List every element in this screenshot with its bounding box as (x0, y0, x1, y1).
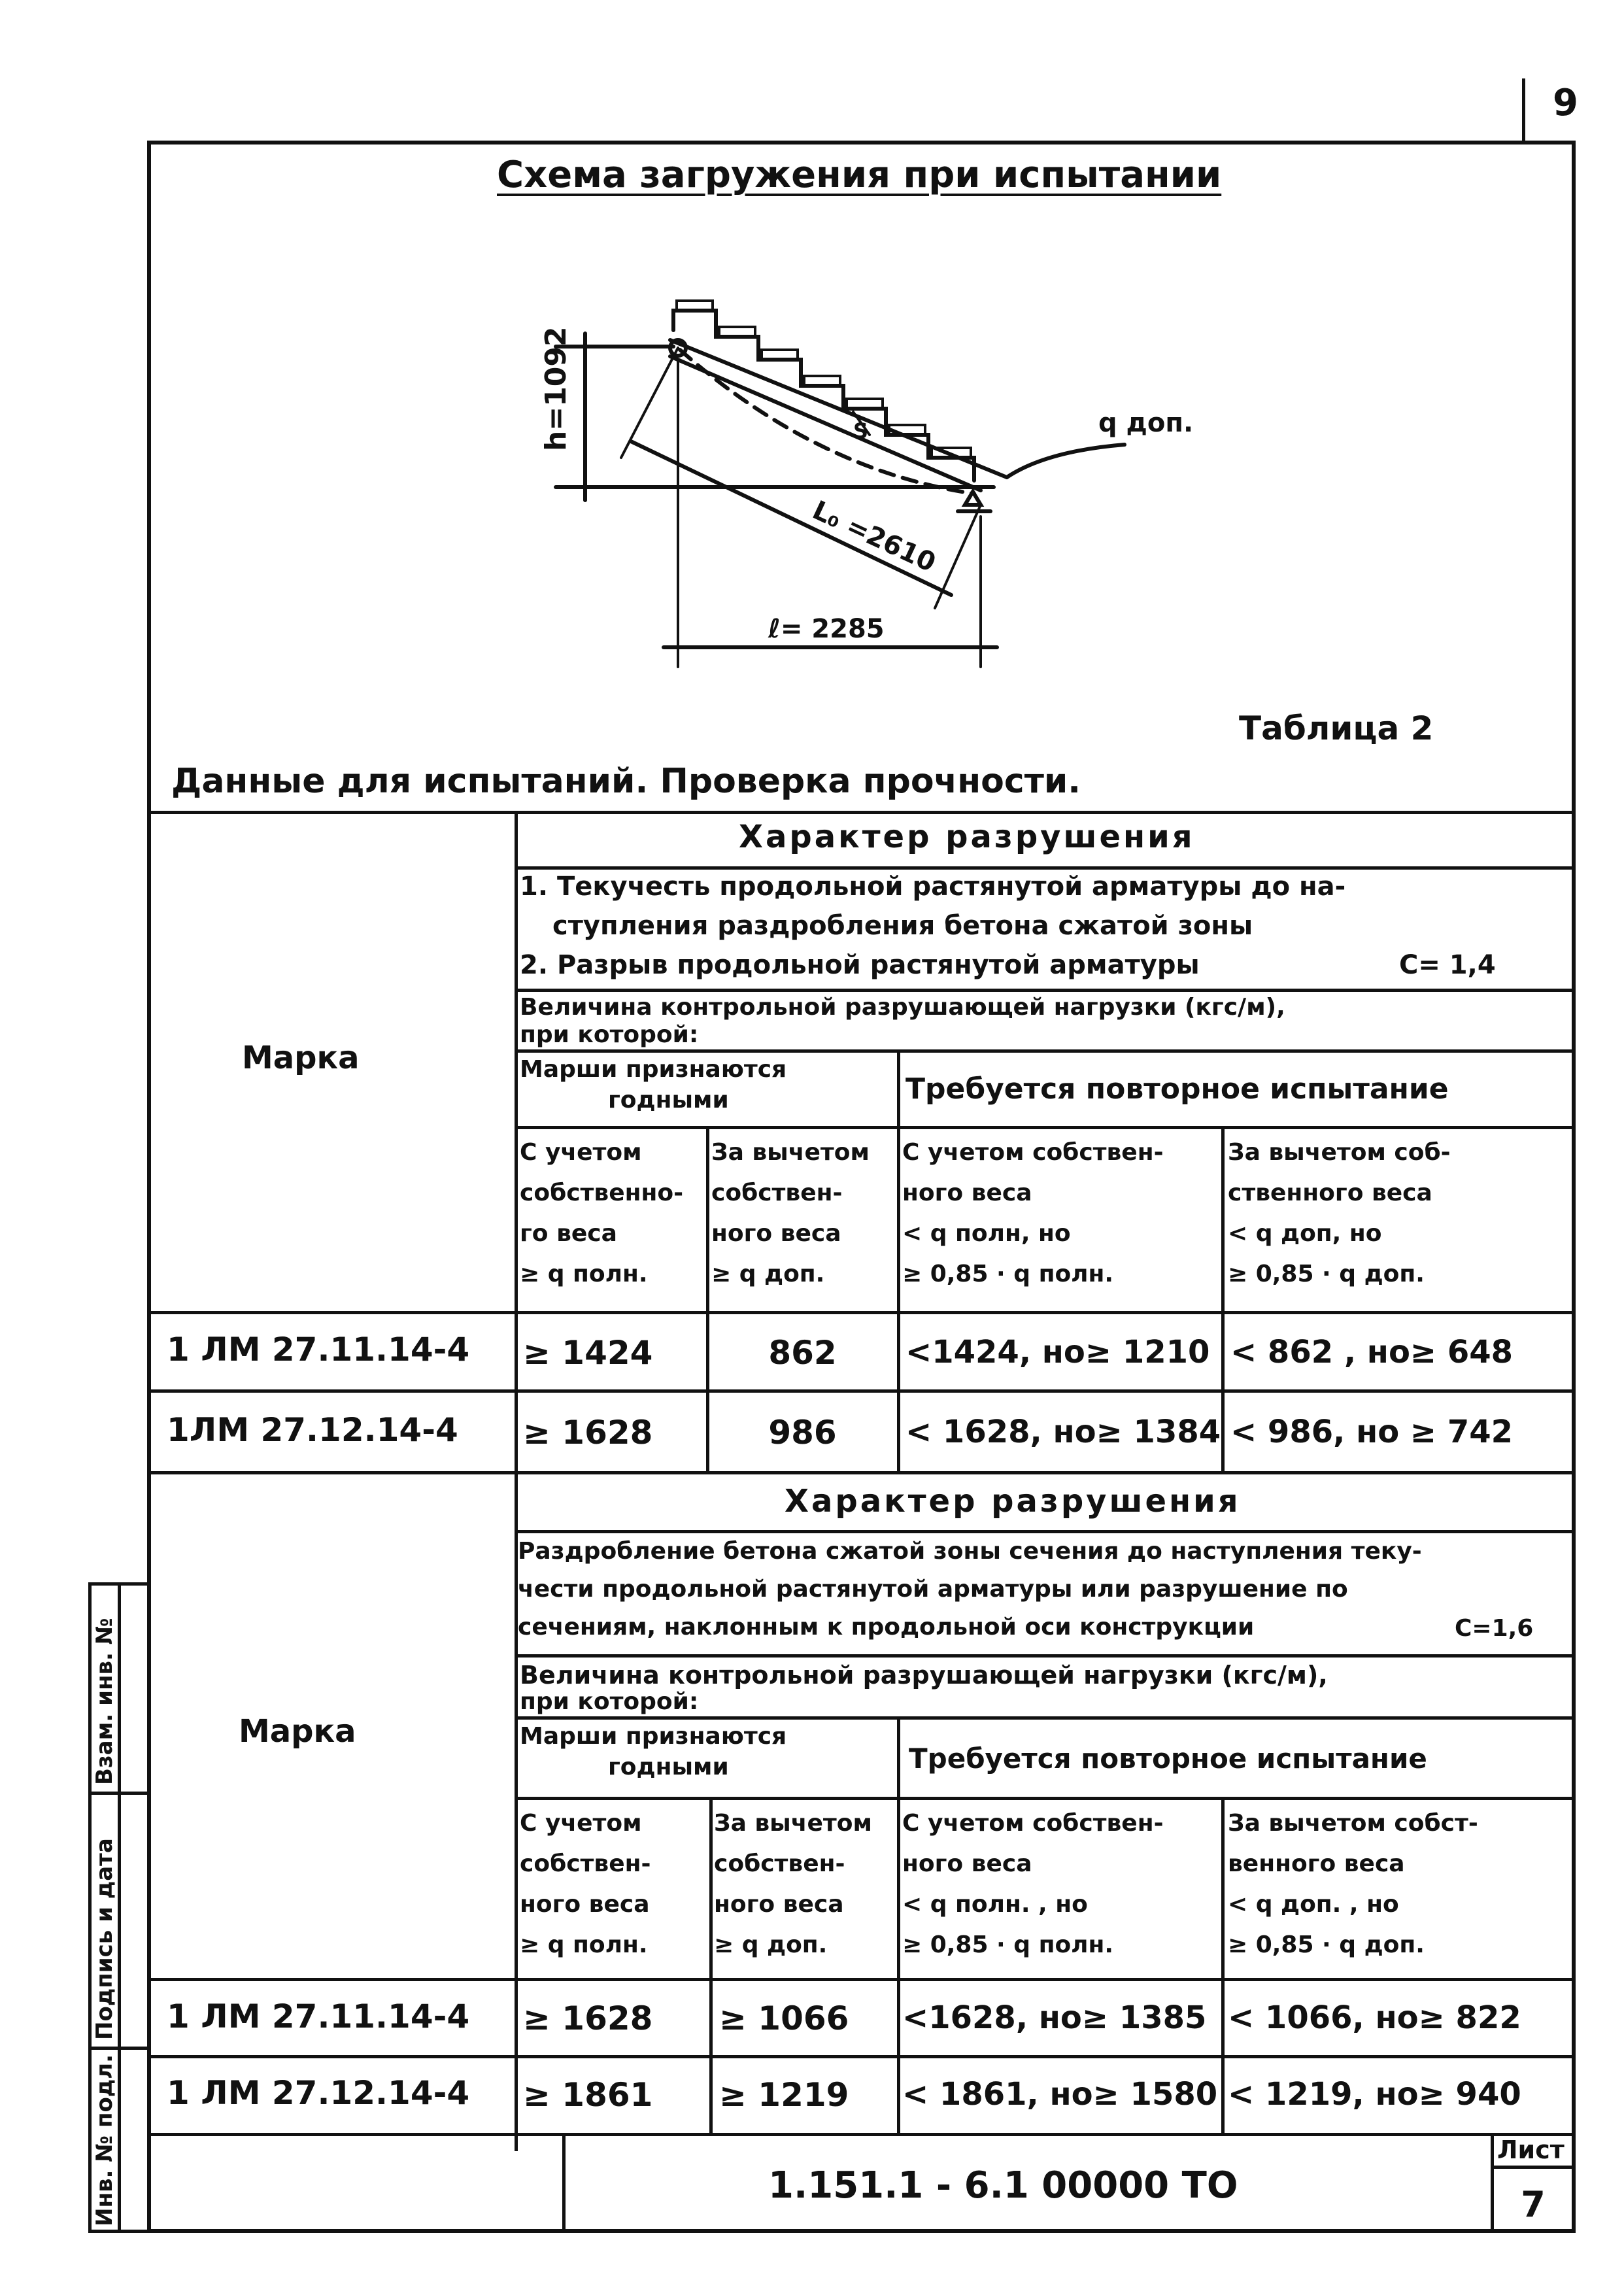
s1-col1-header: С учетом собственно- го веса ≥ q полн. (520, 1139, 684, 1287)
s2-col4-header: За вычетом собст- венного веса < q доп. , но ≥ 0,85 · q доп. (1228, 1810, 1478, 1958)
table-title: Данные для испытаний. Проверка прочности. (171, 762, 1081, 801)
l-label: ℓ= 2285 (768, 614, 885, 644)
table-row-v3: < 1628, но≥ 1384 (905, 1414, 1221, 1450)
table-label: Таблица 2 (1239, 709, 1434, 747)
table-row-marka: 1 ЛМ 27.11.14-4 (167, 1331, 470, 1368)
l0-label: L₀ =2610 (807, 495, 941, 579)
table-row-marka: 1 ЛМ 27.12.14-4 (167, 2074, 470, 2112)
table-row-v4: < 1066, но≥ 822 (1228, 1999, 1521, 2036)
table-row-v1: ≥ 1424 (523, 1334, 653, 1372)
table-row-v2: ≥ 1066 (719, 1999, 849, 2037)
side-stamp-podpis: Подпись и дата (92, 1838, 118, 2040)
s1-char-line1: 1. Текучесть продольной растянутой арматуры до на- (520, 872, 1346, 902)
s1-magnitude-line1: Величина контрольной разрушающей нагрузки (кгс/м), (520, 994, 1285, 1021)
s2-col2-header: За вычетом собствен- ного веса ≥ q доп. (714, 1810, 872, 1958)
table-row-v4: < 1219, но≥ 940 (1228, 2076, 1521, 2113)
s-label: S (853, 418, 869, 443)
s2-col1-header: С учетом собствен- ного веса ≥ q полн. (520, 1810, 651, 1958)
table-row-v2: 862 (768, 1334, 837, 1372)
side-stamp-vzam: Взам. инв. № (92, 1618, 118, 1785)
s2-character-header: Характер разрушения (785, 1483, 1241, 1520)
sheet-label: Лист (1497, 2135, 1565, 2164)
table-row-v4: < 862 , но≥ 648 (1230, 1334, 1514, 1370)
s1-col4-header: За вычетом соб- ственного веса < q доп, но ≥ 0,85 · q доп. (1228, 1139, 1451, 1287)
page-number-divider (1522, 78, 1525, 141)
loading-scheme-diagram (523, 275, 1194, 680)
s2-fit-line2: годными (608, 1754, 729, 1780)
s1-marka-header: Марка (242, 1040, 360, 1076)
right-support (965, 492, 981, 505)
table-row-v1: ≥ 1861 (523, 2076, 653, 2114)
h-label: h=1092 (539, 326, 573, 451)
s1-magnitude-line2: при которой: (520, 1021, 699, 1048)
s2-marka-header: Марка (239, 1713, 356, 1750)
table-row-marka: 1ЛМ 27.12.14-4 (167, 1411, 458, 1449)
table-row-v3: < 1861, но≥ 1580 (902, 2076, 1218, 2113)
q-leader (1007, 445, 1125, 477)
table-row-v3: <1628, но≥ 1385 (902, 1999, 1207, 2036)
s1-coefficient: С= 1,4 (1399, 950, 1496, 980)
table-row-v3: <1424, но≥ 1210 (905, 1334, 1210, 1370)
deflection-curve (680, 350, 974, 494)
scheme-title: Схема загружения при испытании (497, 154, 1222, 196)
s1-char-line2: ступления раздробления бетона сжатой зоны (552, 911, 1253, 941)
s2-col3-header: С учетом собствен- ного веса < q полн. , но ≥ 0,85 · q полн. (902, 1810, 1164, 1958)
table-row-v1: ≥ 1628 (523, 1414, 653, 1452)
s1-fit-line2: годными (608, 1087, 729, 1114)
s1-retest-header: Требуется повторное испытание (905, 1072, 1449, 1106)
table-row-v1: ≥ 1628 (523, 1999, 653, 2037)
s1-char-line3: 2. Разрыв продольной растянутой арматуры (520, 950, 1200, 980)
q-label: q доп. (1098, 408, 1194, 438)
marka-column-line (515, 811, 518, 2151)
s2-char-line2: чести продольной растянутой арматуры или разрушение по (518, 1576, 1348, 1603)
page-number: 9 (1553, 82, 1578, 124)
table-row-marka: 1 ЛМ 27.11.14-4 (167, 1998, 470, 2035)
s2-char-line3: сечениям, наклонным к продольной оси конструкции (518, 1614, 1255, 1640)
s2-char-line1: Раздробление бетона сжатой зоны сечения до наступления теку- (518, 1538, 1422, 1565)
s2-magnitude-line2: при которой: (520, 1688, 699, 1715)
s1-col2-header: За вычетом собствен- ного веса ≥ q доп. (711, 1139, 870, 1287)
sheet-number: 7 (1521, 2184, 1546, 2225)
table-top-line (147, 811, 1576, 814)
s2-coefficient: С=1,6 (1455, 1615, 1534, 1642)
s1-fit-line1: Марши признаются (520, 1056, 787, 1083)
s2-fit-line1: Марши признаются (520, 1723, 787, 1750)
document-code: 1.151.1 - 6.1 00000 ТО (768, 2164, 1238, 2207)
table-row-v4: < 986, но ≥ 742 (1230, 1414, 1514, 1450)
table-row-v2: 986 (768, 1414, 837, 1452)
s2-magnitude-line1: Величина контрольной разрушающей нагрузки (кгс/м), (520, 1661, 1328, 1690)
s1-col3-header: С учетом собствен- ного веса < q полн, но ≥ 0,85 · q полн. (902, 1139, 1164, 1287)
side-stamp-inv-podl: Инв. № подл. (92, 2054, 118, 2226)
s2-retest-header: Требуется повторное испытание (909, 1742, 1427, 1775)
s1-character-header: Характер разрушения (739, 819, 1195, 855)
table-row-v2: ≥ 1219 (719, 2076, 849, 2114)
